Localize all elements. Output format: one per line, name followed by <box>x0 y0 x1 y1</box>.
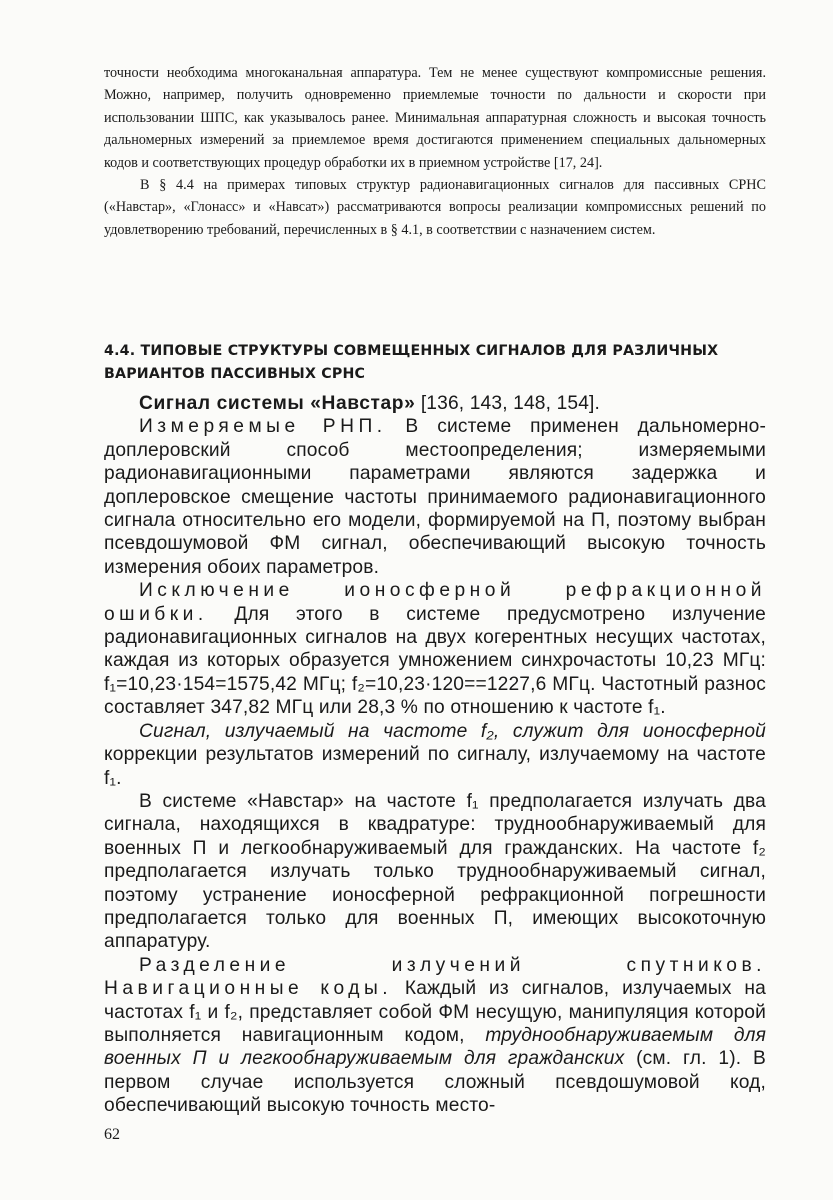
intro-text <box>104 62 766 241</box>
separation-end: (см. гл. 1). В первом случае используется сложный псевдошумовой код, обеспечивающий высокую точность место- <box>104 1048 767 1117</box>
separation-text: Каждый из сигналов, излучаемых на частотах f₁ и f₂, представляет собой ФМ несущую, манипуляция которой выполняется навигационным кодом, <box>104 978 766 1046</box>
measured-lead: Измеряемые РНП. <box>139 416 387 438</box>
main-text <box>104 392 766 1118</box>
separation-italic: труднообнаруживаемым для военных П и легкообнаруживаемым для гражданских <box>104 1024 766 1070</box>
separation-paragraph <box>104 954 766 1118</box>
signal-references: [136, 143, 148, 154]. <box>415 393 601 414</box>
f2-rest: коррекции результатов измерений по сигналу, излучаемому на частоте f₁. <box>104 744 766 789</box>
separation-lead: Разделение излучений спутников. Навигационные коды. <box>104 954 766 1000</box>
signal-title: Сигнал системы «Навстар» <box>139 393 416 414</box>
iono-text: Для этого в системе предусмотрено излучение радионавигационных сигналов на двух когерентных несущих частотах, каждая из которых образуется умножением синхрочастоты 10,23 МГц: f₁=10,23·154=1575,42 МГц; f₂=10,23·120==1227,6 МГц. Частотный разнос составляет 347,82 МГц или 28,3 % по отношению к частоте f₁. <box>104 603 766 719</box>
page-number: 62 <box>104 1126 120 1143</box>
measured-text: В системе применен дальномерно-доплеровский способ местоопределения; измеряемыми радионавигационными параметрами являются задержка и доплеровское смещение частоты принимаемого радионавигационного сигнала относительно его модели, формируемой на П, поэтому выбран псевдошумовой ФМ сигнал, обеспечивающий высокую точность измерения обоих параметров. <box>104 416 766 578</box>
iono-lead: Исключение ионосферной рефракционной ошибки. <box>104 580 766 625</box>
iono-paragraph <box>104 579 766 719</box>
section-heading: 4.4. ТИПОВЫЕ СТРУКТУРЫ СОВМЕЩЕННЫХ СИГНАЛОВ ДЛЯ РАЗЛИЧНЫХ ВАРИАНТОВ ПАССИВНЫХ СРНС <box>104 343 719 382</box>
overview-paragraph: В § 4.4 на примерах типовых структур радионавигационных сигналов для пассивных СРНС («Навстар», «Глонасс» и «Навсат») рассматриваются вопросы реализации компромиссных решений по удовлетворению требований, перечисленных в § 4.1, в соответствии с назначением систем. <box>104 177 766 238</box>
navstar-paragraph: В системе «Навстар» на частоте f₁ предполагается излучать два сигнала, находящихся в квадратуре: труднообнаруживаемый для военных П и легкообнаруживаемый для гражданских. На частоте f₂ предполагается излучать только труднообнаруживаемый сигнал, поэтому устранение ионосферной рефракционной погрешности предполагается только для военных П, имеющих высокоточную аппаратуру. <box>104 790 766 953</box>
f2-paragraph <box>104 720 766 790</box>
signal-title-line <box>104 392 766 415</box>
measured-paragraph <box>104 415 766 579</box>
f2-italic: Сигнал, излучаемый на частоте f₂, служит для ионосферной <box>139 720 766 742</box>
intro-paragraph: точности необходима многоканальная аппаратура. Тем не менее существуют компромиссные решения. Можно, например, получить одновременно приемлемые точности по дальности и скорости при использовании ШПС, как указывалось ранее. Минимальная аппаратурная сложность и высокая точность дальномерных измерений за приемлемое время достигаются применением специальных дальномерных кодов и соответствующих процедур обработки их в приемном устройстве [17, 24]. <box>104 65 766 171</box>
